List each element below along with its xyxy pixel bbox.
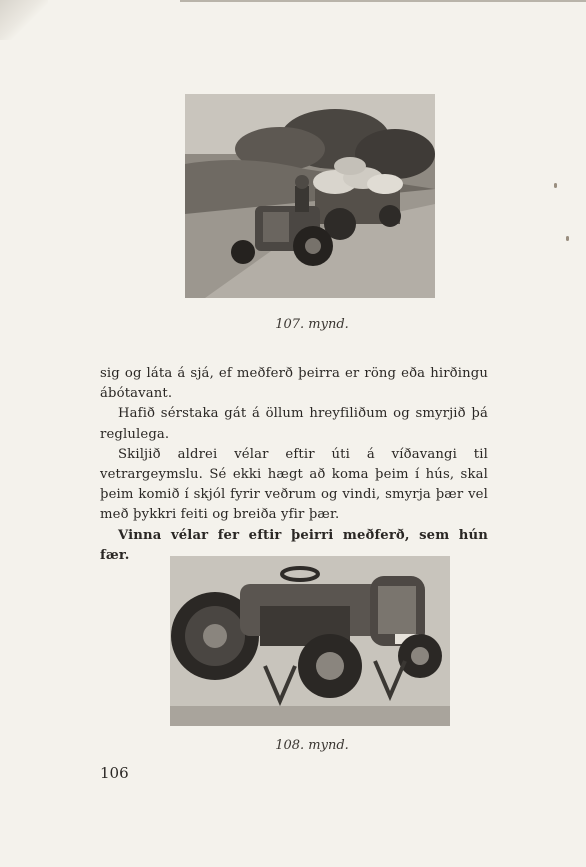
tractor-trailer-photo <box>185 94 435 298</box>
page-number: 106 <box>100 764 129 782</box>
page-speck <box>566 236 569 241</box>
figure-tractor-on-stands <box>170 556 450 726</box>
figure-tractor-with-trailer <box>185 94 435 298</box>
paragraph-winter-storage: Skiljið aldrei vélar eftir úti á víðavangi til vetrargeymslu. Sé ekki hægt að koma þeim í hús, skal þeim komið í skjól fyrir veðrum og vindi, smyrja þær vel með þykkri feiti og breiða yfir þær. <box>100 446 488 523</box>
tractor-on-stands-photo <box>170 556 450 726</box>
figure-107-caption: 107. mynd. <box>275 317 349 332</box>
page-corner-fold <box>0 0 48 40</box>
paragraph-continuation: sig og láta á sjá, ef meðferð þeirra er röng eða hirðingu ábótavant. <box>100 366 488 402</box>
page-speck <box>554 183 557 188</box>
paragraph-emphasis: Vinna vélar fer eftir þeirri meðferð, sem hún fær. <box>100 527 488 563</box>
paragraph-lubrication: Hafið sérstaka gát á öllum hreyfiliðum og smyrjið þá reglulega. <box>100 406 488 442</box>
figure-108-caption: 108. mynd. <box>275 738 349 753</box>
page-top-edge <box>180 0 586 2</box>
body-text <box>100 364 488 566</box>
